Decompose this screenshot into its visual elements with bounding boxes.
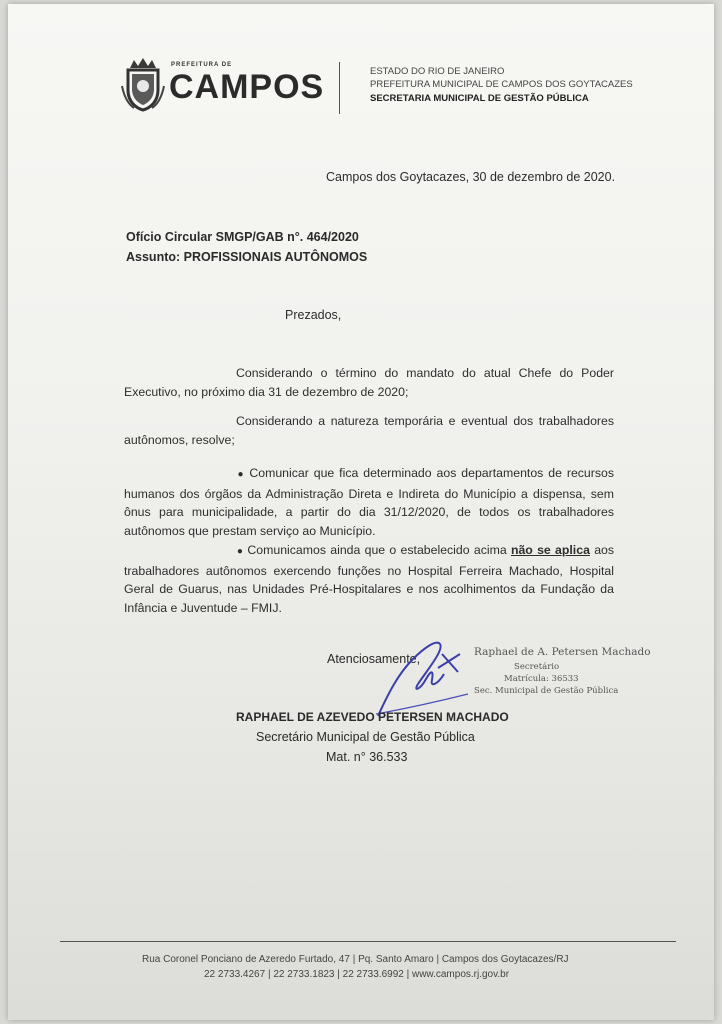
header-state: ESTADO DO RIO DE JANEIRO (370, 66, 505, 77)
subject-line: Assunto: PROFISSIONAIS AUTÔNOMOS (126, 250, 368, 264)
greeting: Prezados, (285, 308, 342, 322)
stamp-name: Raphael de A. Petersen Machado (474, 646, 651, 658)
footer-divider (60, 941, 676, 942)
emphasis-text: não se aplica (510, 543, 590, 557)
logo-caption: PREFEITURA DE (171, 62, 233, 68)
stamp-registration: Matrícula: 36533 (504, 674, 579, 684)
oficio-number: Ofício Circular SMGP/GAB n°. 464/2020 (126, 230, 359, 244)
handwritten-signature (368, 624, 478, 724)
signer-name: RAPHAEL DE AZEVEDO PETERSEN MACHADO (236, 710, 509, 724)
stamp-title: Secretário (514, 662, 560, 672)
header-divider (339, 62, 340, 114)
bullet-icon: ● (236, 469, 250, 480)
header-secretariat: SECRETARIA MUNICIPAL DE GESTÃO PÚBLICA (370, 93, 589, 104)
date-line: Campos dos Goytacazes, 30 de dezembro de 2020. (326, 170, 616, 184)
header-prefecture: PREFEITURA MUNICIPAL DE CAMPOS DOS GOYTACAZES (370, 79, 633, 90)
paragraph-2: Considerando a natureza temporária e eventual dos trabalhadores autônomos, resolve; (124, 414, 614, 447)
city-crest-icon (120, 56, 166, 112)
stamp-department: Sec. Municipal de Gestão Pública (474, 686, 619, 696)
logo-wordmark: CAMPOS (169, 68, 325, 106)
document-page (8, 4, 714, 1020)
paragraph-4: ● Comunicamos ainda que o estabelecido acima não se aplica aos trabalhadores autônomos exercendo funções no Hospital Ferreira Machado, Hospital Geral de Guarus, nas Unidades Pré-Hospitalares e nos acolhimentos da Fundação da Infância e Juventude – FMIJ. (124, 543, 615, 615)
signer-role: Secretário Municipal de Gestão Pública (256, 730, 475, 744)
closing: Atenciosamente, (327, 652, 421, 666)
footer-contacts: 22 2733.4267 | 22 2733.1823 | 22 2733.6992 | www.campos.rj.gov.br (204, 969, 510, 980)
bullet-icon: ● (236, 546, 248, 557)
signer-registration: Mat. n° 36.533 (326, 750, 408, 764)
paragraph-3: ● Comunicar que fica determinado aos departamentos de recursos humanos dos órgãos da Administração Direta e Indireta do Município a dispensa, sem ônus para municipalidade, a partir do dia 31/12/2020, de todos os trabalhadores autônomos que prestam serviço ao Município. (124, 466, 614, 538)
footer-address: Rua Coronel Ponciano de Azeredo Furtado, 47 | Pq. Santo Amaro | Campos dos Goytacazes/RJ (142, 954, 569, 965)
paragraph-1: Considerando o término do mandato do atual Chefe do Poder Executivo, no próximo dia 31 de dezembro de 2020; (124, 366, 614, 399)
